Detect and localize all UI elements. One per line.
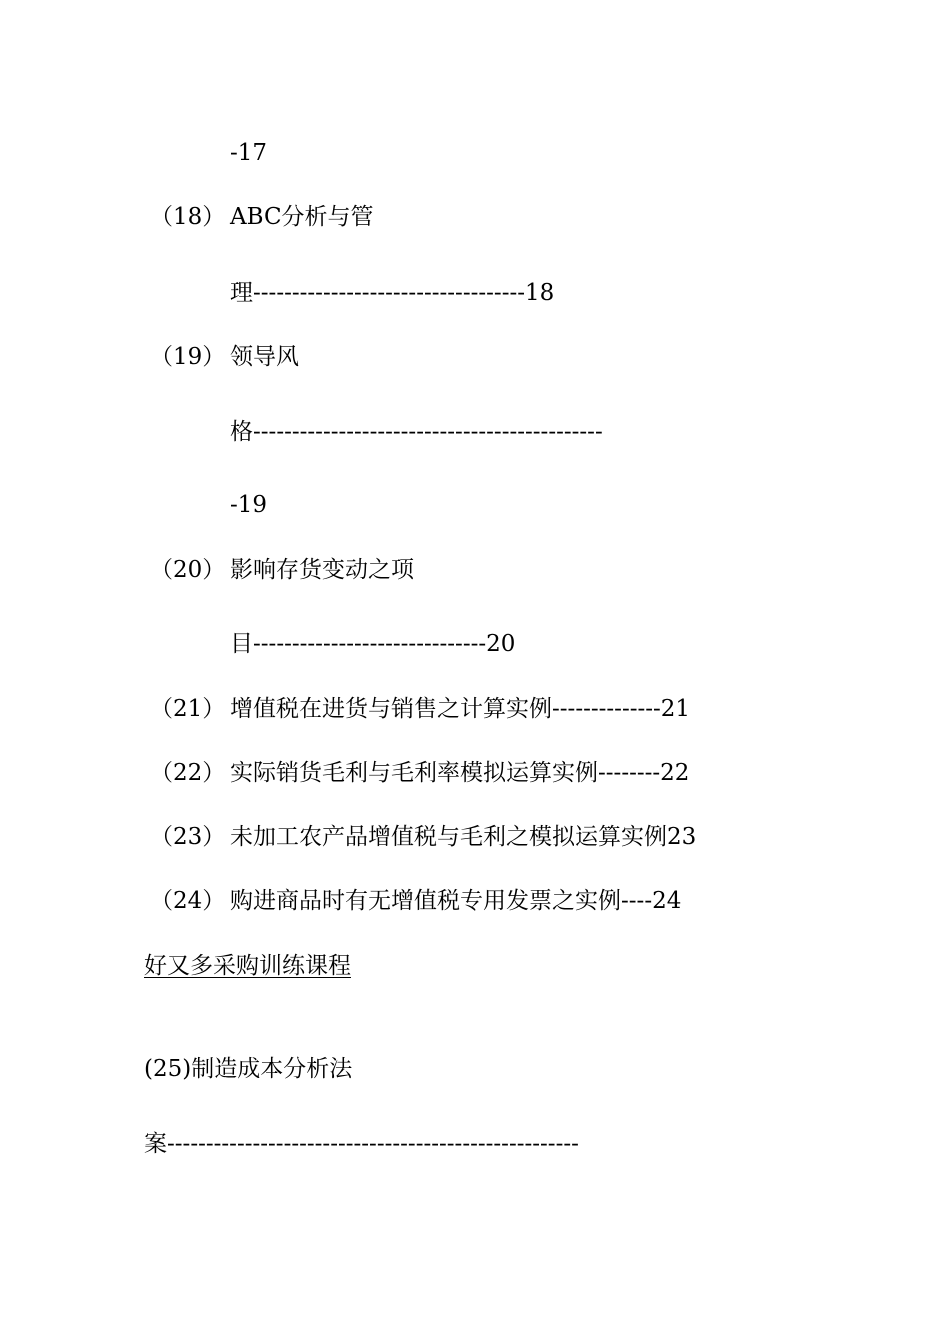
toc-item-19-page: -19 xyxy=(230,492,268,518)
toc-item-20-title: 影响存货变动之项 xyxy=(230,557,414,583)
toc-item-23-number: （23） xyxy=(150,824,226,850)
toc-item-24-number: （24） xyxy=(150,888,226,914)
toc-page-number-17: -17 xyxy=(230,140,268,166)
course-heading: 好又多采购训练课程 xyxy=(144,953,351,979)
toc-item-18-number: （18） xyxy=(150,204,226,230)
toc-item-19-number: （19） xyxy=(150,344,226,370)
toc-item-21-number: （21） xyxy=(150,696,226,722)
toc-item-20-leader: 目------------------------------20 xyxy=(230,631,516,657)
toc-item-19-leader: 格--------------------------------------------- xyxy=(230,419,603,445)
toc-item-25-leader: 案----------------------------------------------------- xyxy=(144,1131,579,1157)
toc-item-25-title: (25)制造成本分析法 xyxy=(144,1056,353,1082)
toc-item-23-title: 未加工农产品增值税与毛利之模拟运算实例23 xyxy=(230,824,697,850)
toc-item-18-title: ABC分析与管 xyxy=(230,204,374,230)
toc-item-24-title: 购进商品时有无增值税专用发票之实例----24 xyxy=(230,888,682,914)
toc-item-19-title: 领导风 xyxy=(230,344,299,370)
toc-item-20-number: （20） xyxy=(150,557,226,583)
toc-item-21-title: 增值税在进货与销售之计算实例--------------21 xyxy=(230,696,691,722)
toc-item-22-title: 实际销货毛利与毛利率模拟运算实例--------22 xyxy=(230,760,690,786)
toc-item-22-number: （22） xyxy=(150,760,226,786)
toc-item-18-leader: 理-----------------------------------18 xyxy=(230,280,555,306)
